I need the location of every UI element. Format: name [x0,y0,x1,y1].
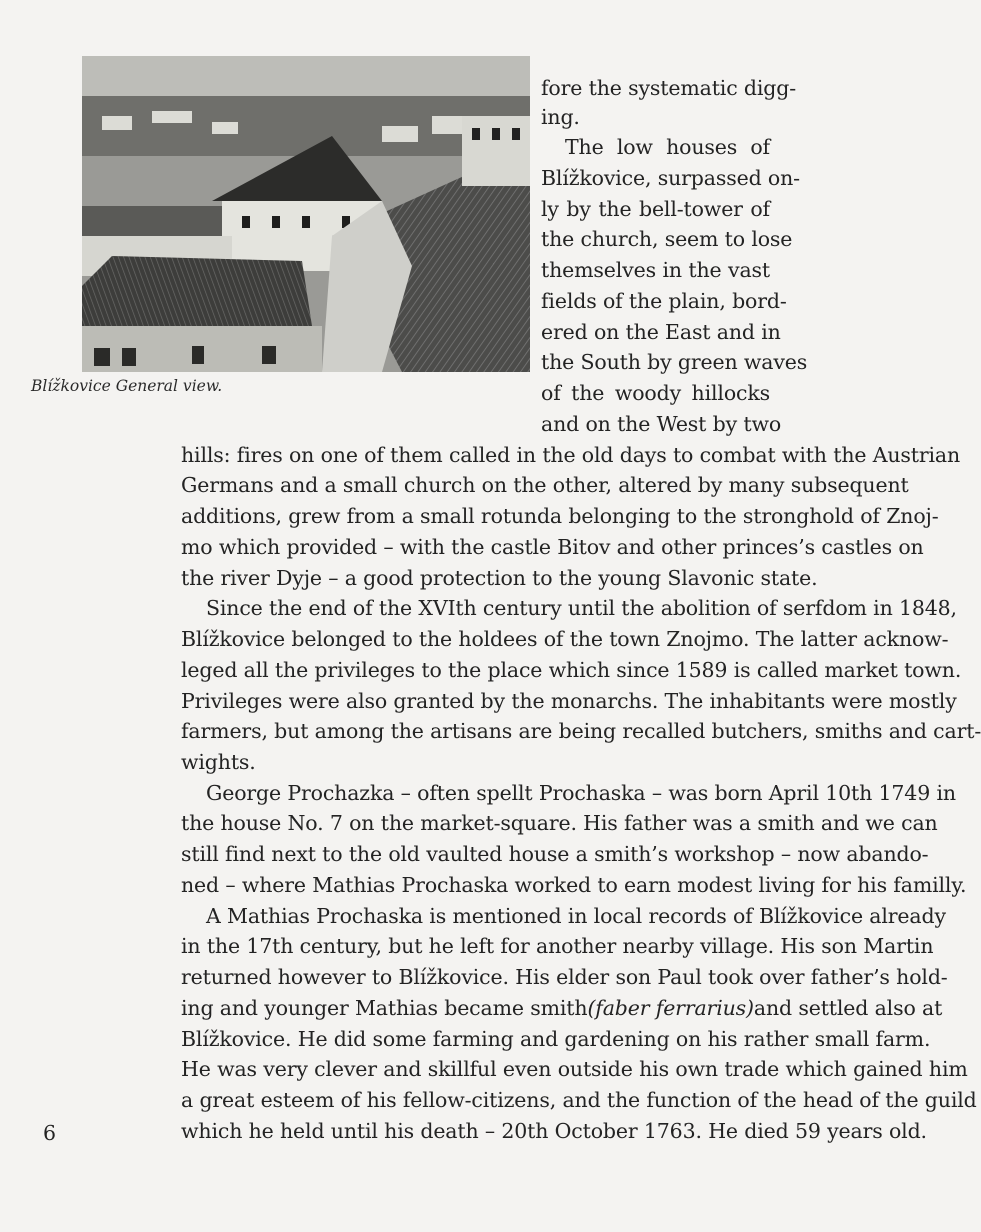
text-line: the church, seem to lose [541,227,793,251]
text-line: of the woody hillocks [541,381,770,405]
text-line: returned however to Blížkovice. His elder son Paul took over father’s hold- [181,965,948,989]
text-line: Blížkovice. He did some farming and gardening on his rather small farm. [181,1027,931,1051]
text-line: Blížkovice belonged to the holdees of the town Znojmo. The latter acknow- [181,627,949,651]
text-line: the house No. 7 on the market-square. His father was a smith and we can [181,811,938,835]
text-line: Privileges were also granted by the monarchs. The inhabitants were mostly [181,689,957,713]
text-line: ered on the East and in [541,320,781,344]
text-line: Since the end of the XVIth century until the abolition of serfdom in 1848, [206,596,957,620]
text-line: wights. [181,750,256,774]
latin-term: (faber ferrarius) [587,996,754,1020]
page-number: 6 [43,1121,57,1145]
text-line: and on the West by two [541,412,782,436]
text-line: fore the systematic digg- [541,76,797,100]
text-line: a great esteem of his fellow-citizens, and the function of the head of the guild [181,1088,977,1112]
text-line: leged all the privileges to the place which since 1589 is called market town. [181,658,962,682]
town-photograph [82,56,530,372]
figure-caption: Blížkovice General view. [31,377,223,395]
text-segment: and settled also at [753,996,943,1020]
text-line: still find next to the old vaulted house a smith’s workshop – now abando- [181,842,929,866]
text-line: ned – where Mathias Prochaska worked to earn modest living for his familly. [181,873,967,897]
text-line: He was very clever and skillful even outside his own trade which gained him [181,1057,968,1081]
text-segment: ing and younger Mathias became smith [181,996,588,1020]
text-line: ly by the bell-tower of [541,197,770,221]
text-line: Blížkovice, surpassed on- [541,166,800,190]
text-line: mo which provided – with the castle Bitov and other princes’s castles on [181,535,924,559]
text-line: hills: fires on one of them called in the old days to combat with the Austrian [181,443,961,467]
text-line: A Mathias Prochaska is mentioned in local records of Blížkovice already [206,904,946,928]
text-line: fields of the plain, bord- [541,289,787,313]
text-line: The low houses of [565,135,770,159]
text-line: Germans and a small church on the other, altered by many subsequent [181,473,909,497]
text-line: themselves in the vast [541,258,770,282]
rooftops-illustration [82,56,530,372]
text-line: farmers, but among the artisans are being recalled butchers, smiths and cart- [181,719,981,743]
text-line: the river Dyje – a good protection to the young Slavonic state. [181,566,818,590]
text-line: which he held until his death – 20th October 1763. He died 59 years old. [181,1119,927,1143]
text-line: ing. [541,105,580,129]
text-line: additions, grew from a small rotunda belonging to the stronghold of Znoj- [181,504,939,528]
text-line: the South by green waves [541,350,808,374]
text-line: George Prochazka – often spellt Prochaska – was born April 10th 1749 in [206,781,956,805]
text-line: in the 17th century, but he left for another nearby village. His son Martin [181,934,934,958]
text-line-mixed [181,996,943,1020]
